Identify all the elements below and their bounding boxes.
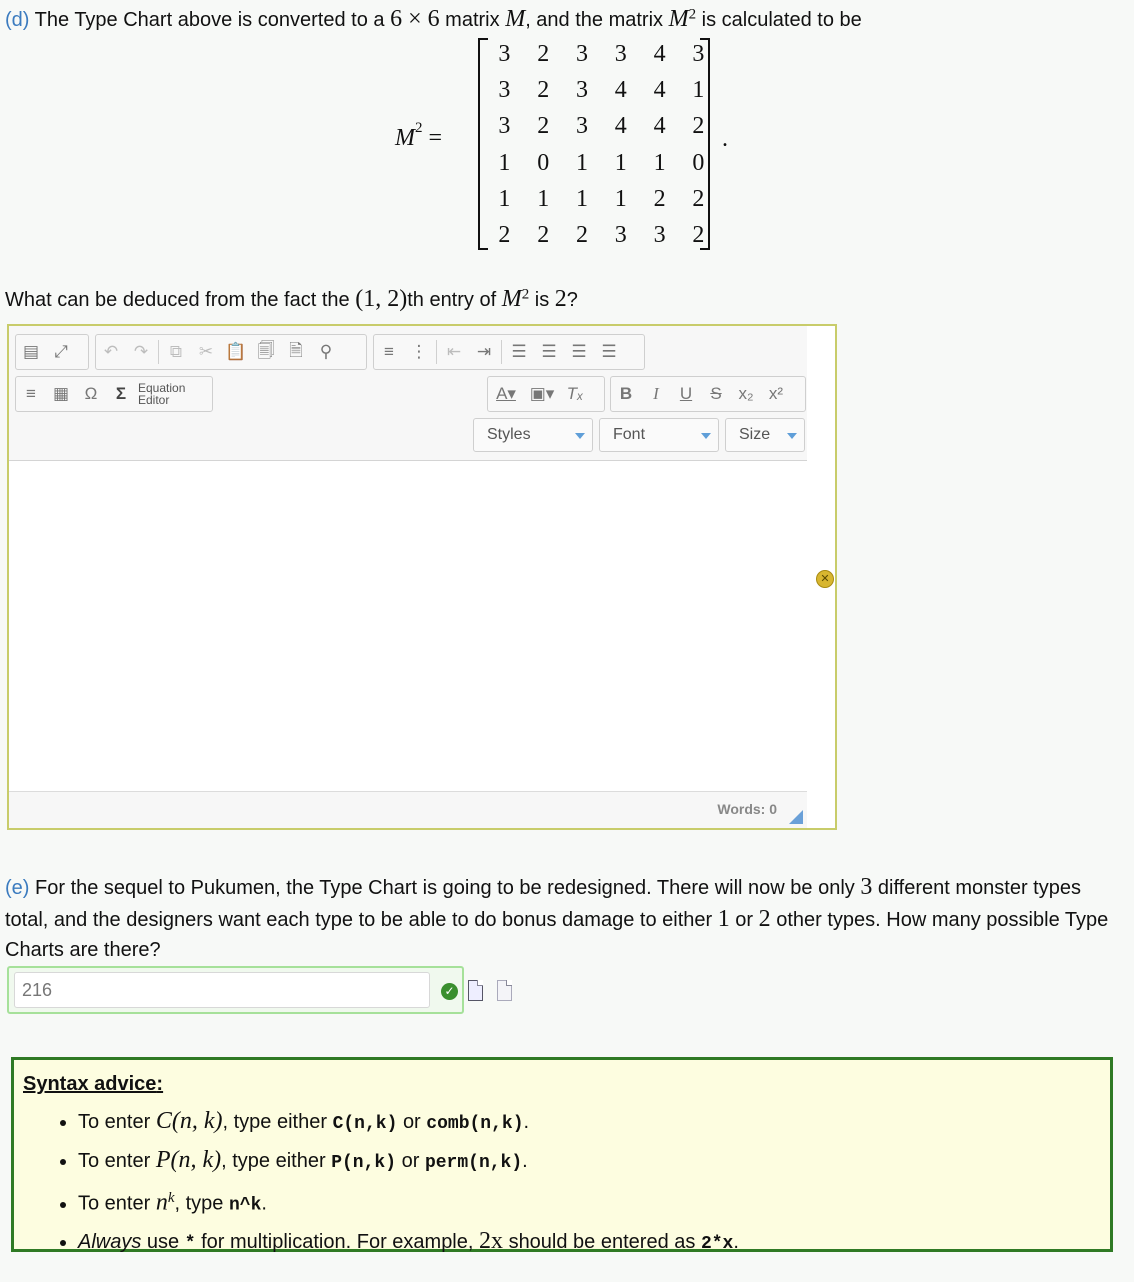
part-d-M: M [505, 6, 526, 32]
item4-text: use [146, 1231, 180, 1254]
editor-footer [9, 791, 807, 828]
part-d-dim: 6 × 6 [390, 6, 440, 32]
item3-text: To enter [78, 1192, 151, 1215]
matrix-cell: 3 [498, 113, 511, 140]
item4-math [479, 1228, 503, 1254]
item4-code1: * [184, 1234, 196, 1255]
item4-text-b: for multiplication. For example, [201, 1231, 474, 1254]
syntax-title-text: Syntax advice [23, 1073, 157, 1095]
part-d-prompt [5, 6, 862, 33]
part-e-prompt [5, 872, 1120, 966]
part-e-n1: 1 [717, 905, 730, 932]
matrix-cell: 2 [537, 221, 550, 248]
matrix-cell: 3 [692, 41, 705, 67]
text-color-icon[interactable]: A▾ [496, 384, 516, 403]
matrix-cell: 2 [537, 113, 550, 140]
styles-label: Styles [487, 426, 531, 443]
size-dropdown[interactable] [725, 418, 805, 452]
part-d-label: (d) [5, 9, 30, 31]
item4-emphasis: Always [78, 1231, 142, 1254]
item2-code1: P(n,k) [331, 1152, 397, 1173]
styles-dropdown[interactable] [473, 418, 593, 452]
matrix-eq: = [422, 125, 443, 151]
special-char-icon[interactable]: Ω [84, 384, 98, 403]
matrix-cell: 0 [537, 149, 550, 176]
answer-box [7, 966, 464, 1014]
q-sup: 2 [521, 286, 530, 303]
matrix-lhs [395, 120, 443, 152]
item3-end: . [261, 1192, 267, 1215]
part-d-sup2: 2 [688, 6, 697, 23]
bulleted-list-icon[interactable]: ⋮ [410, 342, 428, 361]
equation-editor-label-2: Editor [138, 393, 170, 407]
matrix-cell: 2 [537, 41, 550, 67]
matrix-cell: 3 [498, 77, 511, 104]
feedback-document-icon[interactable] [497, 980, 512, 1001]
matrix-cell: 4 [614, 77, 627, 104]
bold-icon[interactable]: B [619, 384, 633, 403]
part-d-text2: matrix [445, 9, 500, 31]
matrix-cell: 2 [653, 185, 666, 212]
toolbar-separator [436, 340, 437, 364]
part-e-text4: other types. How many possible Type Charts are there? [5, 908, 1109, 961]
toolbar-group-insert [15, 376, 213, 412]
syntax-advice-list [36, 1104, 1108, 1263]
item1-code2: comb(n,k) [426, 1114, 524, 1134]
align-left-icon[interactable]: ☰ [511, 342, 527, 361]
part-e-text1: For the sequel to Pukumen, the Type Chart is going to be redesigned. There will now be only [35, 877, 855, 899]
equation-editor-label-1: Equation [138, 381, 186, 395]
item1-text: To enter [78, 1111, 151, 1133]
item2-code2: perm(n,k) [424, 1152, 523, 1173]
bg-color-icon[interactable]: ▣▾ [529, 384, 555, 403]
editor-content-area[interactable] [9, 461, 807, 792]
matrix-cell: 1 [614, 185, 627, 212]
outdent-icon[interactable]: ⇤ [446, 342, 462, 361]
matrix-lhs-M: M [395, 125, 415, 151]
horizontal-rule-icon[interactable]: ≡ [26, 384, 36, 403]
editor-toolbar [9, 326, 807, 461]
q-entry: (1, 2) [355, 286, 408, 312]
matrix-cell: 1 [653, 149, 666, 176]
syntax-advice-title [23, 1073, 163, 1096]
item3-text-b: , type [174, 1192, 224, 1215]
align-right-icon[interactable]: ☰ [571, 342, 587, 361]
matrix-cell: 4 [614, 113, 627, 140]
align-justify-icon[interactable]: ☰ [601, 342, 617, 361]
item1-text-b: , type either [222, 1111, 327, 1133]
find-icon[interactable]: ⚲ [319, 342, 333, 361]
matrix-cell: 1 [575, 149, 588, 176]
size-label: Size [739, 426, 771, 443]
matrix-grid [485, 38, 718, 255]
item3-math-base: n [155, 1189, 168, 1216]
strikethrough-icon[interactable]: S [710, 384, 722, 403]
part-d-text4: is calculated to be [701, 9, 862, 31]
item3-math-sup: k [167, 1190, 175, 1206]
matrix-cell: 2 [537, 77, 550, 104]
italic-icon[interactable]: I [653, 384, 659, 403]
correct-check-icon: ✓ [441, 983, 458, 1000]
part-e-n3: 3 [860, 874, 873, 900]
matrix-cell: 3 [575, 113, 588, 140]
matrix-cell: 3 [575, 77, 588, 104]
syntax-title-colon: : [156, 1073, 164, 1095]
matrix-cell: 4 [653, 77, 666, 104]
align-center-icon[interactable]: ☰ [541, 342, 557, 361]
rich-text-editor [7, 324, 837, 830]
copy-icon[interactable]: ⧉ [169, 342, 183, 361]
font-dropdown[interactable] [599, 418, 719, 452]
item4-end: . [733, 1231, 739, 1254]
item1-math: C(n, k) [155, 1108, 223, 1134]
preview-document-icon[interactable] [468, 980, 483, 1001]
sigma-icon[interactable]: Σ [115, 384, 127, 403]
answer-input[interactable] [14, 972, 430, 1008]
item1-end: . [523, 1111, 530, 1133]
toolbar-group-basicstyles [610, 376, 806, 412]
paste-icon[interactable]: 📋 [225, 342, 247, 361]
list-item [78, 1224, 1108, 1263]
item2-text-b: , type either [221, 1149, 326, 1172]
matrix-cell: 3 [614, 221, 627, 248]
matrix-period: . [722, 126, 728, 152]
part-e-n2: 2 [758, 905, 771, 932]
font-dropdown-arrow-icon [701, 433, 711, 439]
indent-icon[interactable]: ⇥ [476, 342, 492, 361]
font-label: Font [613, 426, 646, 443]
matrix-cell: 1 [614, 149, 627, 176]
matrix-cell: 2 [498, 221, 511, 248]
list-item [78, 1181, 1108, 1224]
cut-icon[interactable]: ✂ [198, 342, 214, 361]
part-d-text1: The Type Chart above is converted to a [34, 9, 385, 31]
part-e-text3: or [735, 908, 754, 931]
toolbar-group-colors [487, 376, 605, 412]
source-icon[interactable]: ▤ [22, 342, 40, 361]
equation-editor-button[interactable] [136, 382, 185, 406]
matrix-cell: 1 [498, 149, 511, 176]
q-val: 2 [554, 286, 567, 312]
item2-or: or [401, 1149, 420, 1172]
matrix-cell: 2 [692, 185, 705, 212]
matrix-cell: 3 [653, 221, 666, 248]
item4-code2: 2*x [700, 1234, 734, 1255]
styles-dropdown-arrow-icon [575, 433, 585, 439]
underline-icon[interactable]: U [679, 384, 693, 403]
q-text3: is [534, 289, 550, 311]
part-d-text3: , and the matrix [525, 9, 664, 31]
redo-icon[interactable]: ↷ [133, 342, 149, 361]
matrix-cell: 0 [692, 149, 705, 176]
matrix-cell: 4 [653, 41, 666, 67]
q-M: M [501, 286, 522, 312]
item2-text: To enter [78, 1149, 151, 1172]
matrix-cell: 1 [537, 185, 550, 212]
list-item [78, 1143, 1108, 1182]
part-d-M2: M [668, 6, 689, 32]
matrix-cell: 1 [575, 185, 588, 212]
item4-text-c: should be entered as [508, 1231, 696, 1254]
cancel-x-icon: ✕ [816, 570, 834, 588]
part-e-text2: different monster types total, and the designers want each type to be able to do bonus damage to either [5, 877, 1081, 931]
toolbar-separator [501, 340, 502, 364]
superscript-icon[interactable]: x² [768, 384, 784, 403]
q-end: ? [566, 289, 578, 311]
numbered-list-icon[interactable]: ≡ [384, 342, 394, 361]
item3-code: n^k [228, 1195, 262, 1216]
q-text1: What can be deduced from the fact the [5, 289, 350, 311]
item2-end: . [522, 1149, 528, 1172]
remove-format-icon[interactable]: Tₓ [566, 384, 584, 403]
toolbar-group-clipboard [95, 334, 367, 370]
size-dropdown-arrow-icon [787, 433, 797, 439]
part-d-question [5, 286, 578, 313]
matrix-right-bracket [700, 38, 710, 250]
list-item [78, 1104, 1108, 1143]
subscript-icon[interactable]: x₂ [738, 384, 754, 403]
table-icon[interactable]: ▦ [52, 384, 70, 403]
matrix-cell: 2 [575, 221, 588, 248]
toolbar-group-view [15, 334, 89, 370]
item2-math: P(n, k) [155, 1146, 222, 1173]
resize-handle-icon[interactable] [789, 810, 803, 824]
matrix-cell: 3 [614, 41, 627, 67]
word-count: Words: 0 [717, 801, 777, 817]
matrix-cell: 2 [692, 113, 705, 140]
matrix-cell: 3 [575, 41, 588, 67]
matrix-cell: 3 [498, 41, 511, 67]
paste-text-icon[interactable]: 🗐 [257, 340, 275, 360]
matrix-lhs-sup: 2 [415, 120, 423, 136]
matrix-cell: 2 [692, 221, 705, 248]
toolbar-separator [158, 340, 159, 364]
paste-word-icon[interactable]: 🗎 [289, 340, 303, 360]
maximize-icon[interactable]: ⤢ [54, 342, 68, 361]
matrix-cell: 4 [653, 113, 666, 140]
item1-code1: C(n,k) [332, 1114, 398, 1134]
toolbar-group-paragraph [373, 334, 645, 370]
item1-or: or [402, 1111, 421, 1133]
item4-math-text: 2x [479, 1228, 503, 1255]
q-text2: th entry of [407, 289, 497, 311]
undo-icon[interactable]: ↶ [103, 342, 119, 361]
matrix-cell: 1 [692, 77, 705, 104]
matrix-cell: 1 [498, 185, 511, 212]
syntax-advice-box [11, 1057, 1113, 1255]
part-e-label: (e) [5, 877, 30, 899]
